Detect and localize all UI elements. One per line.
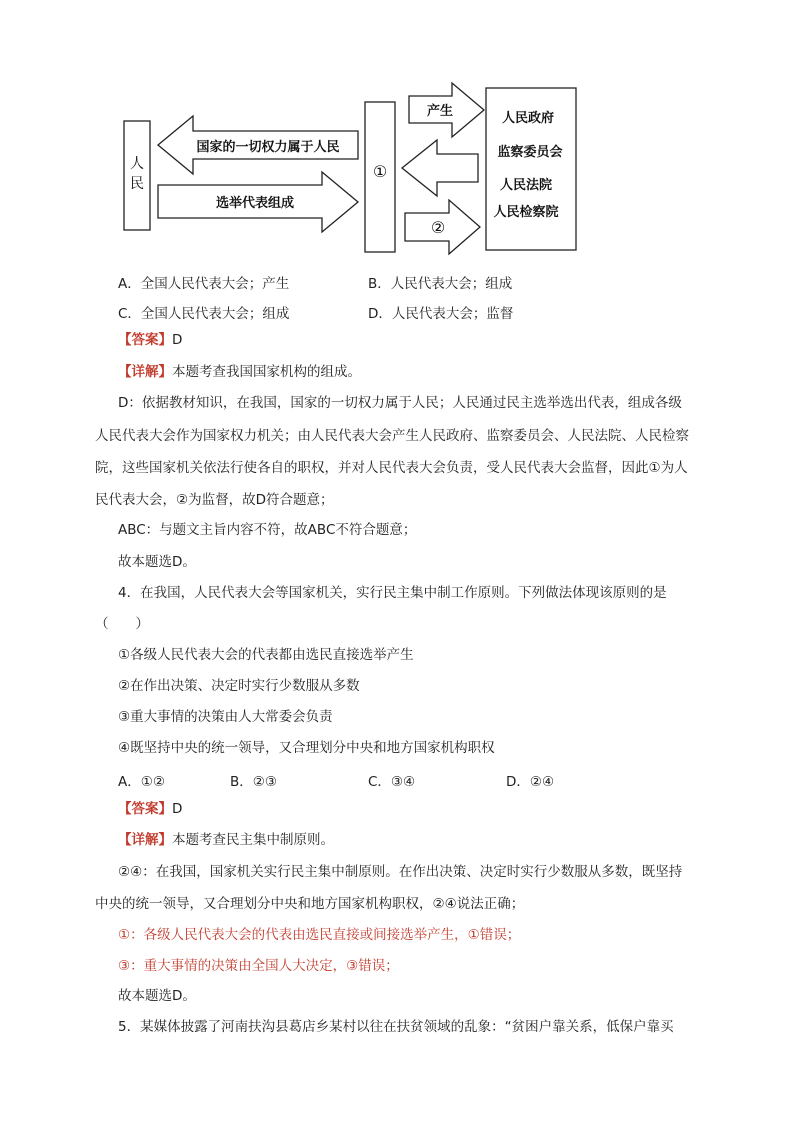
- arrow-produce-label: 产生: [426, 104, 454, 119]
- q4-detail-intro: 本题考查民主集中制原则。: [172, 832, 334, 848]
- arrow-middle-shape: [402, 140, 478, 196]
- institution-diagram: [0, 0, 794, 262]
- q4-item-2: ②在作出决策、决定时实行少数服从多数: [118, 678, 360, 694]
- q5-stem-line1: 5．某媒体披露了河南扶沟县葛店乡某村以往在扶贫领域的乱象：“贫困户靠关系，低保户靠买: [118, 1019, 674, 1035]
- q3-option-c: C．全国人民代表大会；组成: [118, 306, 290, 322]
- q3-detail-label: 【详解】: [118, 364, 172, 380]
- diagram-svg: [0, 0, 794, 262]
- q3-para1-line2: 人民代表大会作为国家权力机关；由人民代表大会产生人民政府、监察委员会、人民法院、人民检察: [95, 428, 689, 444]
- organ-4: 人民检察院: [493, 205, 559, 220]
- q3-option-d: D．人民代表大会；监督: [368, 306, 514, 322]
- q4-conclusion: 故本题选D。: [118, 988, 196, 1004]
- q4-answer-value: D: [172, 801, 183, 817]
- q4-para1-line2: 中央的统一领导，又合理划分中央和地方国家机构职权，②④说法正确；: [95, 896, 525, 912]
- q3-option-b: B．人民代表大会；组成: [368, 276, 513, 292]
- q4-option-b: B．②③: [230, 774, 277, 790]
- center-label: ①: [372, 162, 388, 181]
- organ-3: 人民法院: [499, 178, 553, 193]
- q4-detail: [118, 831, 334, 849]
- q3-conclusion: 故本题选D。: [118, 554, 196, 570]
- q4-item-1: ①各级人民代表大会的代表都由选民直接选举产生: [118, 647, 414, 663]
- q3-para1-line4: 民代表大会，②为监督，故D符合题意；: [95, 492, 334, 508]
- organ-1: 人民政府: [501, 111, 555, 126]
- q4-stem-line2: （ ）: [95, 616, 149, 632]
- q4-item-3: ③重大事情的决策由人大常委会负责: [118, 709, 333, 725]
- organ-2: 监察委员会: [497, 145, 563, 160]
- arrow-two-label: ②: [430, 218, 446, 237]
- q4-option-d: D．②④: [506, 774, 555, 790]
- q3-answer-value: D: [172, 332, 183, 348]
- q3-answer-label: 【答案】: [118, 332, 172, 348]
- arrow-right-label: 选举代表组成: [215, 196, 295, 211]
- q4-stem-line1: 4．在我国，人民代表大会等国家机关，实行民主集中制工作原则。下列做法体现该原则的是: [118, 585, 667, 601]
- q3-answer: [118, 331, 182, 349]
- q3-para2: ABC：与题文主旨内容不符，故ABC不符合题意；: [118, 522, 417, 538]
- q3-para1-line3: 院，这些国家机关依法行使各自的职权，并对人民代表大会负责，受人民代表大会监督，因此①为人: [95, 460, 688, 476]
- q4-item-4: ④既坚持中央的统一领导，又合理划分中央和地方国家机构职权: [118, 740, 495, 756]
- q4-wrong-3: ③：重大事情的决策由全国人大决定，③错误；: [118, 958, 399, 974]
- q4-answer-label: 【答案】: [118, 801, 172, 817]
- q3-para1-line1: D：依据教材知识，在我国，国家的一切权力属于人民；人民通过民主选举选出代表，组成各级: [118, 395, 682, 411]
- q4-detail-label: 【详解】: [118, 832, 172, 848]
- q4-option-a: A．①②: [118, 774, 165, 790]
- q3-option-a: A．全国人民代表大会；产生: [118, 276, 290, 292]
- q4-para1-line1: ②④：在我国，国家机关实行民主集中制原则。在作出决策、决定时实行少数服从多数，既坚持: [118, 864, 683, 880]
- people-char-1: 人: [130, 156, 144, 172]
- arrow-left-label: 国家的一切权力属于人民: [196, 140, 340, 155]
- q3-detail: [118, 363, 361, 381]
- q4-option-c: C．③④: [368, 774, 416, 790]
- q3-detail-intro: 本题考查我国国家机构的组成。: [172, 364, 361, 380]
- q4-answer: [118, 800, 182, 818]
- people-char-2: 民: [130, 176, 144, 192]
- q4-wrong-1: ①：各级人民代表大会的代表由选民直接或间接选举产生，①错误；: [118, 927, 521, 943]
